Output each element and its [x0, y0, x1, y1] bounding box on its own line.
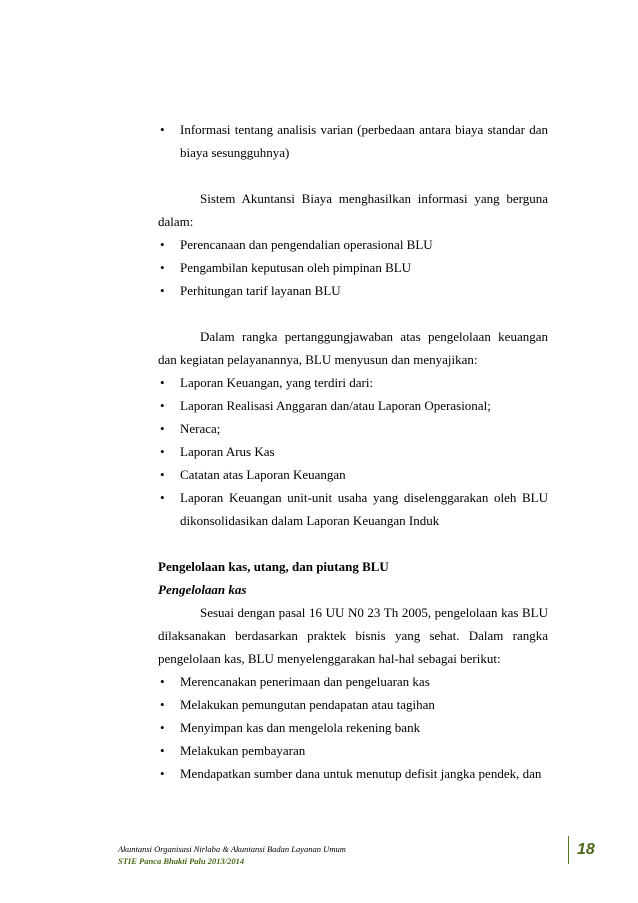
list-item-text: Menyimpan kas dan mengelola rekening bank — [180, 720, 421, 735]
bullet-icon: • — [160, 375, 165, 390]
bullet-icon: • — [160, 421, 165, 436]
list-item — [158, 256, 548, 279]
list-item — [158, 739, 548, 762]
list-item — [158, 394, 548, 417]
paragraph-reporting: Dalam rangka pertanggungjawaban atas pengelolaan keuangan dan kegiatan pelayanannya, BLU menyusun dan menyajikan: — [158, 329, 548, 367]
bullet-icon: • — [160, 766, 165, 781]
list-item — [158, 670, 548, 693]
list-item — [158, 716, 548, 739]
list-item — [158, 762, 548, 785]
bullet-icon: • — [160, 237, 165, 252]
page-footer — [118, 843, 346, 867]
list-item-text: Neraca; — [180, 421, 221, 436]
list-item — [158, 279, 548, 302]
bullet-icon: • — [160, 260, 165, 275]
list-item-text: Laporan Realisasi Anggaran dan/atau Laporan Operasional; — [180, 398, 491, 413]
bullet-icon: • — [160, 720, 165, 735]
paragraph-cash-management: Sesuai dengan pasal 16 UU N0 23 Th 2005, pengelolaan kas BLU dilaksanakan berdasarkan praktek bisnis yang sehat. Dalam rangka pengelolaan kas, BLU menyelenggarakan hal-hal sebagai berikut: — [158, 605, 548, 666]
bullet-icon: • — [160, 697, 165, 712]
list-item-text: Melakukan pembayaran — [180, 743, 306, 758]
list-item-text: Laporan Arus Kas — [180, 444, 275, 459]
bullet-icon: • — [160, 444, 165, 459]
bullet-list-cash — [158, 670, 548, 785]
bullet-icon: • — [160, 398, 165, 413]
list-item-text: Perhitungan tarif layanan BLU — [180, 283, 341, 298]
list-item — [158, 233, 548, 256]
list-item — [158, 371, 548, 394]
paragraph-cost-accounting: Sistem Akuntansi Biaya menghasilkan informasi yang berguna dalam: — [158, 191, 548, 229]
list-item — [158, 118, 548, 164]
list-item-text: Mendapatkan sumber dana untuk menutup defisit jangka pendek, dan — [180, 766, 542, 781]
list-item — [158, 486, 548, 532]
list-item — [158, 440, 548, 463]
list-item-text: Pengambilan keputusan oleh pimpinan BLU — [180, 260, 412, 275]
list-item — [158, 417, 548, 440]
list-item-text: Laporan Keuangan, yang terdiri dari: — [180, 375, 374, 390]
bullet-icon: • — [160, 467, 165, 482]
list-item-text: Merencanakan penerimaan dan pengeluaran kas — [180, 674, 430, 689]
list-item — [158, 463, 548, 486]
section-subheading: Pengelolaan kas — [158, 582, 247, 597]
page-number: 18 — [568, 836, 608, 864]
bullet-list-uses — [158, 233, 548, 302]
footer-institution: STIE Panca Bhakti Palu 2013/2014 — [118, 856, 245, 866]
bullet-icon: • — [160, 490, 165, 505]
bullet-list-reports — [158, 371, 548, 532]
list-item-text: Perencanaan dan pengendalian operasional BLU — [180, 237, 433, 252]
list-item-text: Informasi tentang analisis varian (perbedaan antara biaya standar dan biaya sesungguhnya) — [180, 122, 548, 160]
page-body — [158, 118, 548, 785]
bullet-icon: • — [160, 674, 165, 689]
section-heading: Pengelolaan kas, utang, dan piutang BLU — [158, 559, 389, 574]
list-item-text: Laporan Keuangan unit-unit usaha yang diselenggarakan oleh BLU dikonsolidasikan dalam Laporan Keuangan Induk — [180, 490, 548, 528]
list-item-text: Melakukan pemungutan pendapatan atau tagihan — [180, 697, 435, 712]
list-item-text: Catatan atas Laporan Keuangan — [180, 467, 346, 482]
footer-course-title: Akuntansi Organisasi Nirlaba & Akuntansi Badan Layanan Umum — [118, 844, 346, 854]
bullet-icon: • — [160, 283, 165, 298]
list-item — [158, 693, 548, 716]
bullet-icon: • — [160, 122, 165, 137]
bullet-icon: • — [160, 743, 165, 758]
bullet-list-analysis — [158, 118, 548, 164]
